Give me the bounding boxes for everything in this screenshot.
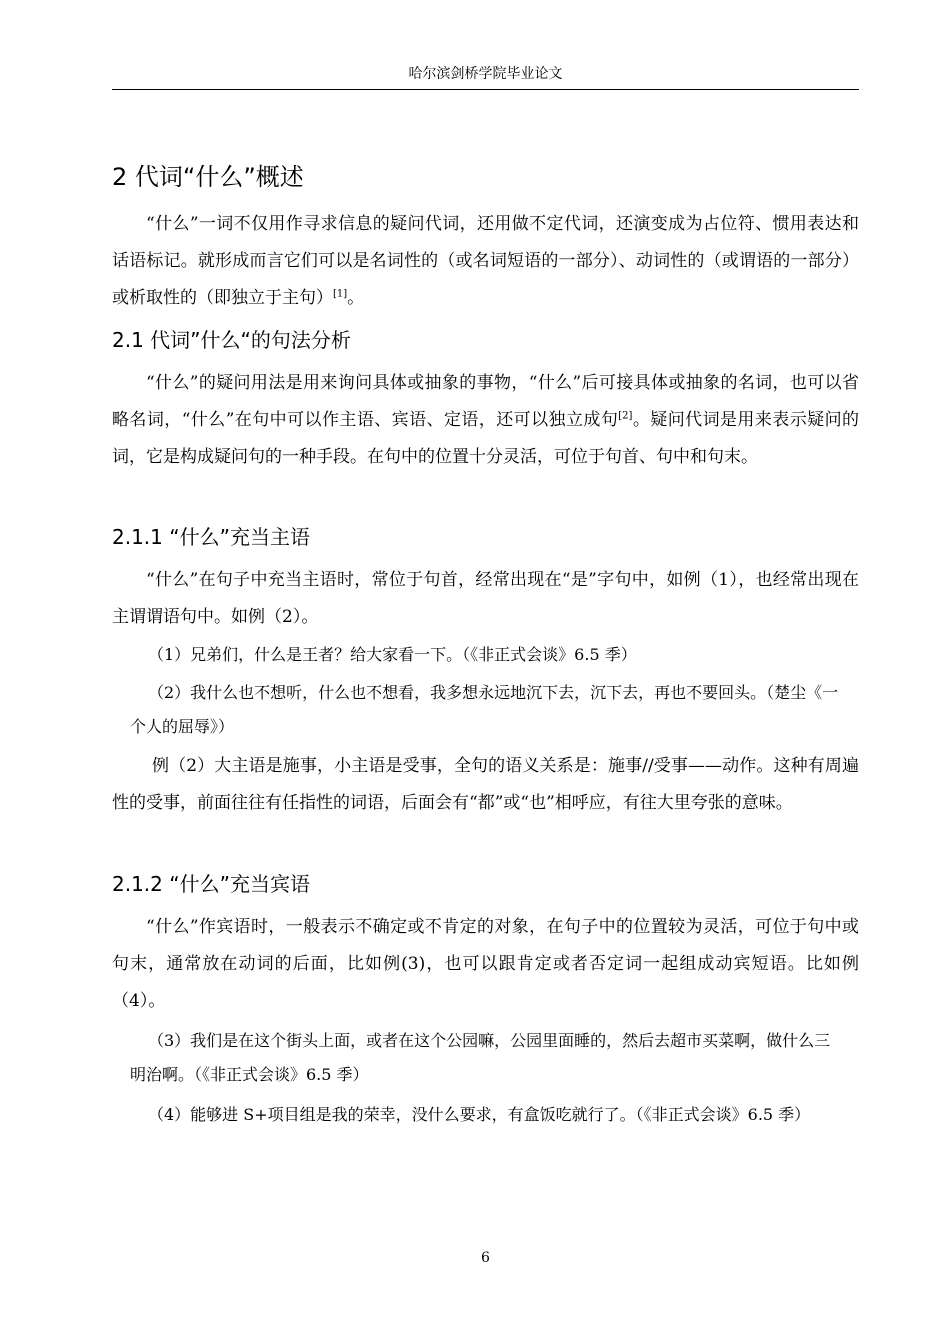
example-4: （4）能够进 S+项目组是我的荣幸，没什么要求，有盒饭吃就行了。（《非正式会谈》6.5 季） bbox=[148, 1105, 811, 1124]
section-heading-2-1-2: 2.1.2 “什么”充当宾语 bbox=[112, 872, 310, 896]
example-3: （3）我们是在这个街头上面，或者在这个公园嘛，公园里面睡的，然后去超市买菜啊，做什么三明治啊。（《非正式会谈》6.5 季） bbox=[130, 1031, 831, 1084]
example-1: （1）兄弟们，什么是王者？给大家看一下。（《非正式会谈》6.5 季） bbox=[148, 645, 637, 664]
paragraph-2-1-1-b: 例（2）大主语是施事，小主语是受事，全句的语义关系是：施事//受事——动作。这种有周遍性的受事，前面往往有任指性的词语，后面会有“都”或“也”相呼应，有往大里夸张的意味。 bbox=[112, 756, 859, 813]
section-heading-2: 2 代词“什么”概述 bbox=[112, 163, 304, 191]
header-divider bbox=[112, 89, 859, 90]
paragraph-end: 。疑问代词是用来表示疑问的词，它是构成疑问句的一种手段。在句中的位置十分灵活，可位于句首、句中和句末。 bbox=[112, 410, 859, 467]
example-2: （2）我什么也不想听，什么也不想看，我多想永远地沉下去，沉下去，再也不要回头。（楚尘《一个人的屈辱》） bbox=[130, 683, 839, 736]
citation-1[interactable]: [1] bbox=[333, 288, 348, 300]
section-heading-2-1: 2.1 代词”什么“的句法分析 bbox=[112, 328, 351, 352]
paragraph-2-1-2: “什么”作宾语时，一般表示不确定或不肯定的对象，在句子中的位置较为灵活，可位于句中或句末，通常放在动词的后面，比如例(3)，也可以跟肯定或者否定词一起组成动宾短语。比如例（4）。 bbox=[112, 917, 859, 1011]
paragraph-2-intro bbox=[112, 206, 859, 317]
paragraph-text: “什么”的疑问用法是用来询问具体或抽象的事物，“什么”后可接具体或抽象的名词，也可以省略名词，“什么”在句中可以作主语、宾语、定语，还可以独立成句 bbox=[112, 373, 859, 430]
section-heading-2-1-1: 2.1.1 “什么”充当主语 bbox=[112, 525, 310, 549]
paragraph-text: “什么”一词不仅用作寻求信息的疑问代词，还用做不定代词，还演变成为占位符、惯用表达和话语标记。就形成而言它们可以是名词性的（或名词短语的一部分）、动词性的（或谓语的一部分）或析取性的（即独立于主句） bbox=[112, 214, 859, 308]
citation-2[interactable]: [2] bbox=[618, 410, 633, 422]
paragraph-2-1-1-a: “什么”在句子中充当主语时，常位于句首，经常出现在“是”字句中，如例（1），也经常出现在主谓谓语句中。如例（2）。 bbox=[112, 570, 859, 627]
paragraph-2-1 bbox=[112, 365, 859, 476]
paragraph-end: 。 bbox=[347, 288, 365, 308]
running-header: 哈尔滨剑桥学院毕业论文 bbox=[408, 66, 563, 82]
page-number: 6 bbox=[481, 1250, 490, 1266]
